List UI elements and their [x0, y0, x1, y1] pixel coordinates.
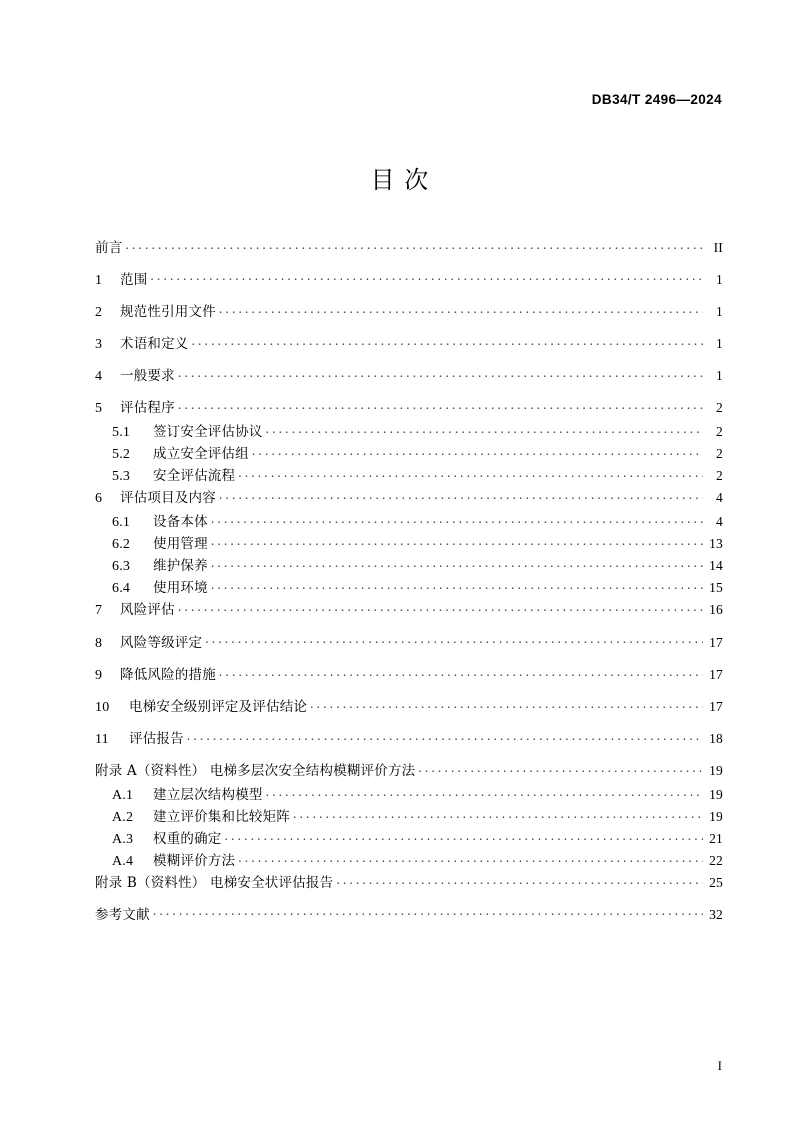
toc-entry[interactable] — [95, 238, 723, 256]
toc-entry-number: A.2 — [112, 809, 134, 825]
toc-entry-label: 降低风险的措施 — [120, 666, 216, 683]
toc-entry[interactable] — [95, 729, 723, 747]
toc-entry[interactable] — [95, 851, 723, 869]
toc-entry-page-number: 17 — [709, 666, 723, 682]
toc-entry[interactable] — [95, 761, 723, 779]
toc-entry-label: 前言 — [95, 240, 123, 256]
toc-entry[interactable] — [95, 905, 723, 923]
toc-entry-page-number: 2 — [716, 468, 723, 484]
toc-dot-leader — [310, 697, 703, 711]
toc-entry-label: 安全评估流程 — [153, 468, 236, 485]
toc-entry[interactable] — [95, 600, 723, 618]
toc-entry[interactable] — [95, 512, 723, 530]
toc-entry-label: 电梯安全级别评定及评估结论 — [129, 699, 308, 715]
toc-entry-page-number: 2 — [716, 424, 723, 440]
page-title: 目 次 — [370, 166, 430, 194]
toc-dot-leader — [219, 665, 703, 679]
toc-entry-number: 5 — [95, 401, 103, 417]
toc-dot-leader — [219, 302, 703, 316]
toc-entry-label: 使用环境 — [153, 580, 208, 597]
toc-dot-leader — [211, 578, 703, 592]
toc-entry-label: 评估程序 — [120, 400, 175, 417]
toc-entry[interactable] — [95, 302, 723, 320]
toc-dot-leader — [418, 761, 703, 775]
toc-entry-page-number: II — [713, 240, 723, 255]
toc-entry-label: 风险等级评定 — [120, 634, 203, 651]
toc-entry-label: 使用管理 — [153, 536, 208, 553]
toc-entry[interactable] — [95, 807, 723, 825]
toc-entry-page-number: 15 — [709, 580, 723, 596]
toc-dot-leader — [219, 488, 703, 502]
toc-entry-number: 5.3 — [112, 469, 131, 485]
toc-entry[interactable] — [95, 334, 723, 352]
toc-entry-page-number: 17 — [709, 634, 723, 650]
toc-dot-leader — [178, 366, 703, 380]
toc-entry-label: 签订安全评估协议 — [153, 424, 263, 441]
toc-entry-label: 规范性引用文件 — [120, 303, 216, 320]
toc-entry-page-number: 16 — [709, 602, 723, 618]
toc-entry-page-number: 2 — [716, 400, 723, 416]
toc-entry-label: 建立评价集和比较矩阵 — [153, 808, 290, 825]
toc-entry-label: 权重的确定 — [153, 830, 222, 847]
toc-dot-leader — [266, 785, 703, 799]
toc-entry-page-number: 4 — [716, 490, 723, 506]
toc-entry-label: 评估报告 — [129, 731, 184, 748]
toc-entry[interactable] — [95, 534, 723, 552]
standard-code-header: DB34/T 2496—2024 — [591, 92, 722, 107]
toc-dot-leader — [225, 829, 704, 843]
folio-page-number: I — [717, 1058, 722, 1073]
toc-entry[interactable] — [95, 829, 723, 847]
toc-entry-page-number: 19 — [709, 763, 723, 779]
toc-entry[interactable] — [95, 665, 723, 683]
toc-entry-page-number: 1 — [716, 336, 723, 352]
toc-entry-label: 建立层次结构模型 — [153, 786, 263, 803]
toc-entry-number: 4 — [95, 369, 103, 385]
toc-entry-number: 6.2 — [112, 537, 131, 553]
toc-entry[interactable] — [95, 556, 723, 574]
toc-entry-number: 8 — [95, 635, 103, 651]
toc-dot-leader — [187, 729, 703, 743]
toc-entry-number: 11 — [95, 732, 109, 748]
toc-dot-leader — [125, 238, 703, 252]
toc-entry-page-number: 25 — [709, 874, 723, 890]
toc-entry-page-number: 19 — [709, 808, 723, 824]
toc-entry[interactable] — [95, 578, 723, 596]
toc-entry[interactable] — [95, 398, 723, 416]
toc-entry-page-number: 19 — [709, 786, 723, 802]
toc-dot-leader — [238, 851, 703, 865]
toc-entry-label: 设备本体 — [153, 514, 208, 531]
toc-entry-page-number: 1 — [716, 271, 723, 287]
toc-entry-page-number: 22 — [709, 852, 723, 868]
toc-dot-leader — [178, 398, 703, 412]
toc-dot-leader — [211, 534, 703, 548]
toc-entry-number: 5.1 — [112, 425, 131, 441]
toc-entry-label: 评估项目及内容 — [120, 490, 216, 507]
toc-entry-page-number: 4 — [716, 514, 723, 530]
toc-entry-number: 6.3 — [112, 559, 131, 575]
toc-dot-leader — [293, 807, 703, 821]
toc-dot-leader — [252, 444, 703, 458]
toc-entry-page-number: 2 — [716, 446, 723, 462]
toc-entry-label: 一般要求 — [120, 368, 175, 385]
toc-dot-leader — [205, 633, 703, 647]
toc-entry-number: 10 — [95, 700, 110, 715]
toc-entry-number: A.1 — [112, 787, 134, 803]
toc-entry-number: A.3 — [112, 831, 134, 847]
toc-entry[interactable] — [95, 633, 723, 651]
toc-dot-leader — [336, 873, 703, 887]
toc-entry[interactable] — [95, 697, 723, 715]
toc-dot-leader — [178, 600, 703, 614]
toc-entry-number: 6.4 — [112, 581, 131, 597]
toc-entry-label: 风险评估 — [120, 602, 175, 619]
toc-entry[interactable] — [95, 488, 723, 506]
toc-entry-number: 6 — [95, 491, 103, 507]
toc-entry-page-number: 17 — [709, 699, 723, 714]
toc-dot-leader — [192, 334, 704, 348]
toc-entry-page-number: 21 — [709, 830, 723, 846]
toc-entry-label: 成立安全评估组 — [153, 446, 249, 463]
toc-entry-number: 6.1 — [112, 515, 131, 531]
toc-entry-page-number: 13 — [709, 536, 723, 552]
toc-entry-number: 2 — [95, 304, 103, 320]
toc-entry-number: 3 — [95, 337, 103, 353]
toc-dot-leader — [238, 466, 703, 480]
toc-entry-page-number: 32 — [709, 906, 723, 922]
toc-entry-number: 9 — [95, 667, 103, 683]
toc-entry-number: A.4 — [112, 853, 134, 869]
toc-entry-label: 维护保养 — [153, 558, 208, 575]
toc-entry-label: 模糊评价方法 — [153, 852, 236, 869]
toc-entry-number: 7 — [95, 603, 103, 619]
toc-entry[interactable] — [95, 270, 723, 288]
toc-entry[interactable] — [95, 785, 723, 803]
toc-entry-label: 范围 — [120, 271, 148, 288]
toc-entry-page-number: 1 — [716, 303, 723, 319]
toc-entry-label: 参考文献 — [95, 906, 150, 923]
toc-entry-page-number: 18 — [709, 731, 723, 747]
toc-entry-label: 附录 A（资料性） 电梯多层次安全结构模糊评价方法 — [95, 763, 416, 780]
toc-dot-leader — [266, 422, 703, 436]
toc-dot-leader — [153, 905, 703, 919]
toc-dot-leader — [211, 556, 703, 570]
toc-entry[interactable] — [95, 873, 723, 891]
toc-entry-label: 术语和定义 — [120, 336, 189, 353]
toc-entry[interactable] — [95, 466, 723, 484]
toc-entry-label: 附录 B（资料性） 电梯安全状评估报告 — [95, 874, 334, 891]
toc-entry[interactable] — [95, 422, 723, 440]
toc-dot-leader — [150, 270, 703, 284]
table-of-contents — [95, 238, 723, 936]
toc-entry[interactable] — [95, 366, 723, 384]
toc-entry-page-number: 1 — [716, 368, 723, 384]
toc-entry-number: 1 — [95, 272, 103, 288]
toc-entry-page-number: 14 — [709, 558, 723, 574]
toc-entry[interactable] — [95, 444, 723, 462]
toc-dot-leader — [211, 512, 703, 526]
toc-entry-number: 5.2 — [112, 447, 131, 463]
